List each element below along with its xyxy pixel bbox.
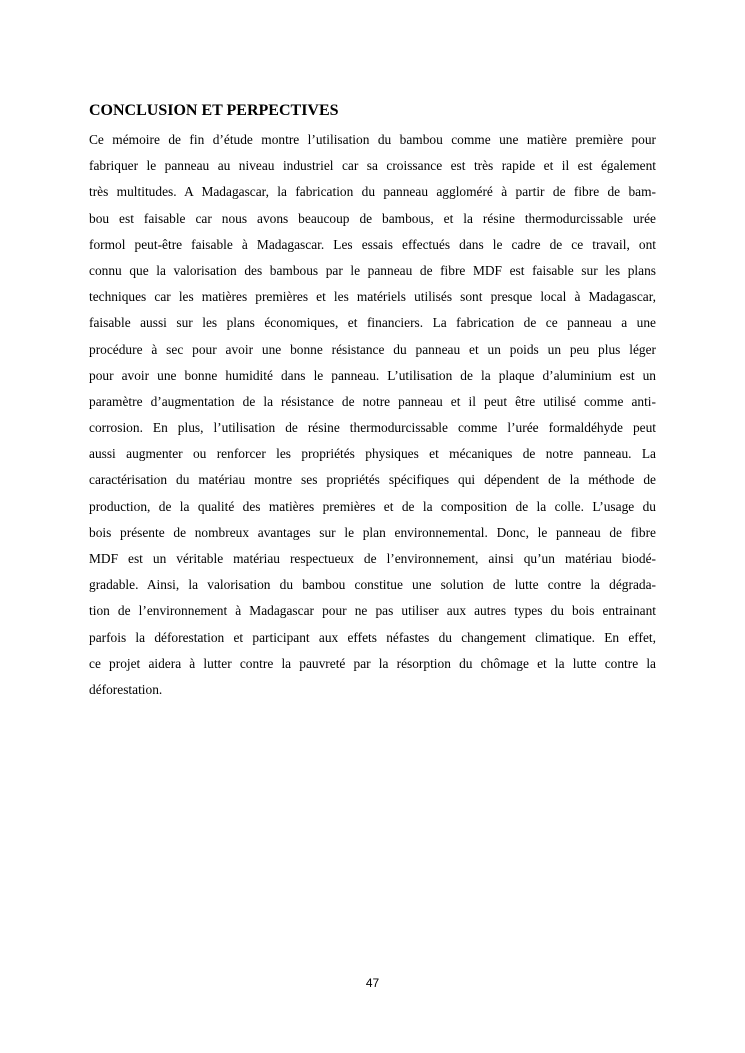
paragraph-line: connu que la valorisation des bambous par le panneau de fibre MDF est faisable sur les plans — [89, 262, 656, 278]
paragraph-line: formol peut-être faisable à Madagascar. Les essais effectués dans le cadre de ce travail, ont — [89, 236, 656, 252]
section-heading: CONCLUSION ET PERPECTIVES — [89, 102, 339, 119]
paragraph-line: Ce mémoire de fin d’étude montre l’utilisation du bambou comme une matière première pour — [89, 132, 656, 147]
paragraph-line: fabriquer le panneau au niveau industriel car sa croissance est très rapide et il est également — [89, 158, 656, 174]
paragraph-line: procédure à sec pour avoir une bonne résistance du panneau et un poids un peu plus léger — [89, 341, 656, 357]
paragraph-line: parfois la déforestation et participant aux effets néfastes du changement climatique. En effet, — [89, 629, 656, 645]
paragraph-line: bois présente de nombreux avantages sur le plan environnemental. Donc, le panneau de fibre — [89, 524, 656, 540]
page-number: 47 — [365, 976, 380, 990]
paragraph-line: déforestation. — [89, 681, 163, 697]
conclusion-paragraph — [89, 127, 656, 703]
paragraph-line: techniques car les matières premières et les matériels utilisés sont presque local à Madagascar, — [89, 289, 656, 305]
paragraph-line: faisable aussi sur les plans économiques, et financiers. La fabrication de ce panneau a une — [89, 315, 656, 331]
paragraph-line: paramètre d’augmentation de la résistance de notre panneau et il peut être utilisé comme anti- — [89, 393, 656, 409]
paragraph-line: très multitudes. A Madagascar, la fabrication du panneau aggloméré à partir de fibre de bam- — [89, 184, 656, 200]
paragraph-line: ce projet aidera à lutter contre la pauvreté par la résorption du chômage et la lutte contre la — [89, 655, 656, 671]
paragraph-line: bou est faisable car nous avons beaucoup de bambous, et la résine thermodurcissable urée — [89, 210, 656, 226]
paragraph-line: tion de l’environnement à Madagascar pour ne pas utiliser aux autres types du bois entrainant — [89, 603, 656, 619]
paragraph-line: aussi augmenter ou renforcer les propriétés physiques et mécaniques de notre panneau. La — [89, 446, 656, 462]
paragraph-line: production, de la qualité des matières premières et de la composition de la colle. L’usage du — [89, 498, 656, 514]
paragraph-line: pour avoir une bonne humidité dans le panneau. L’utilisation de la plaque d’aluminium est un — [89, 367, 656, 383]
paragraph-line: MDF est un véritable matériau respectueux de l’environnement, ainsi qu’un matériau biodé- — [89, 551, 656, 566]
paragraph-line: gradable. Ainsi, la valorisation du bambou constitue une solution de lutte contre la dégrada- — [89, 577, 656, 593]
paragraph-line: corrosion. En plus, l’utilisation de résine thermodurcissable comme l’urée formaldéhyde peut — [89, 420, 656, 436]
paragraph-line: caractérisation du matériau montre ses propriétés spécifiques qui dépendent de la méthode de — [89, 472, 656, 488]
